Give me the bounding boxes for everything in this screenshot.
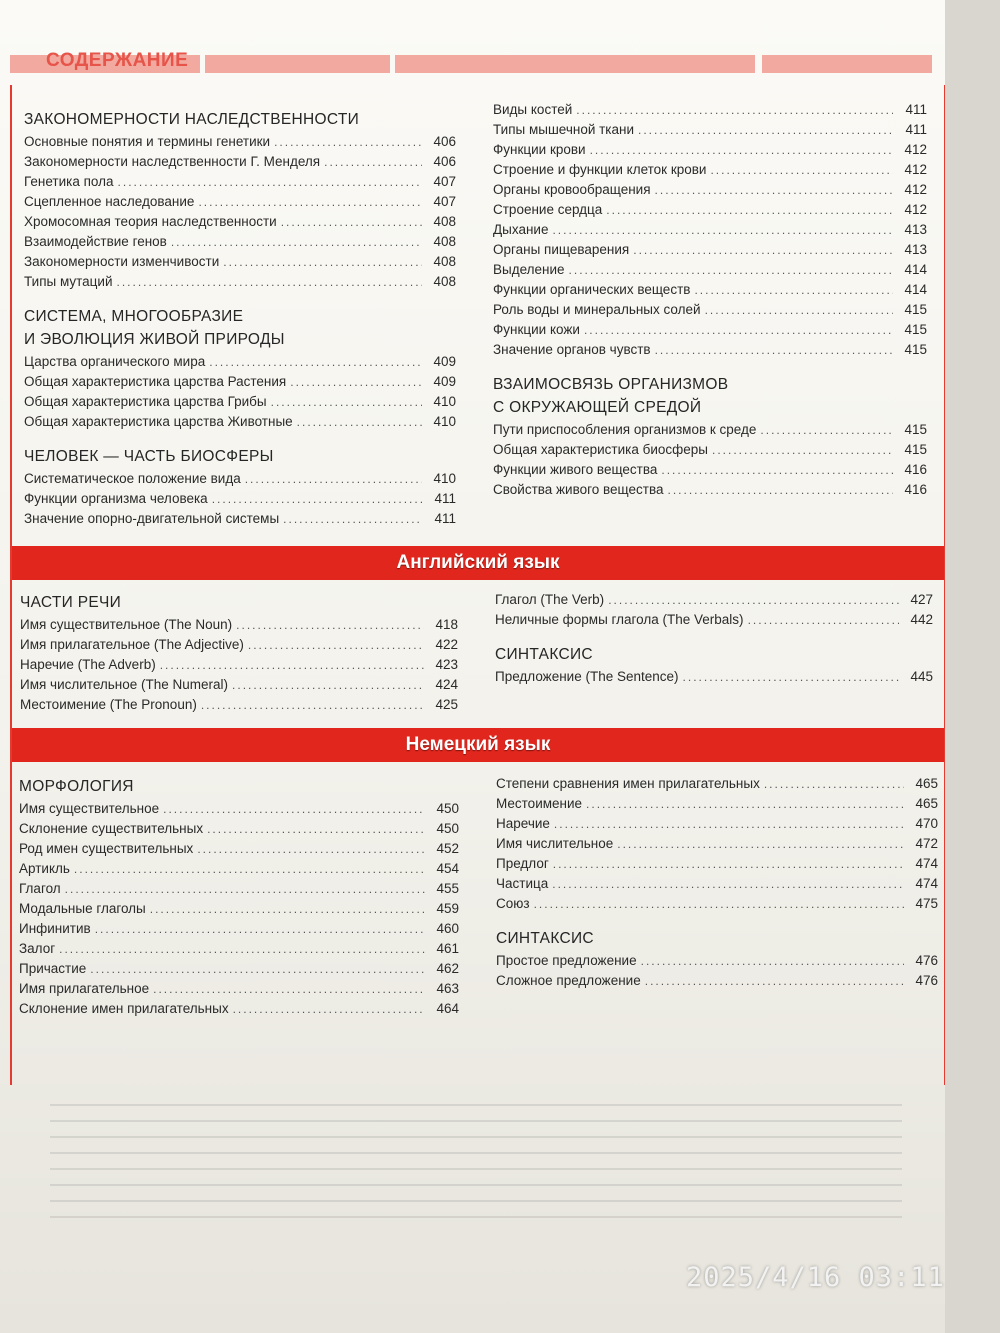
section-heading: ЧЕЛОВЕК — ЧАСТЬ БИОСФЕРЫ bbox=[24, 448, 274, 465]
toc-entry bbox=[24, 352, 456, 372]
section-gap bbox=[24, 432, 456, 446]
dot-leader bbox=[198, 192, 422, 212]
dot-leader bbox=[197, 839, 425, 859]
dot-leader bbox=[694, 280, 893, 300]
toc-entry-page: 408 bbox=[433, 214, 456, 229]
toc-entry-page: 415 bbox=[904, 322, 927, 337]
dot-leader bbox=[232, 675, 424, 695]
section-gap bbox=[495, 630, 933, 644]
dot-leader bbox=[248, 635, 424, 655]
toc-entry-title: Общая характеристика царства Растения bbox=[24, 374, 287, 389]
toc-entry bbox=[496, 894, 938, 914]
toc-entry-title: Модальные глаголы bbox=[19, 901, 146, 916]
toc-entry-page: 427 bbox=[910, 592, 933, 607]
toc-entry-title: Общая характеристика царства Грибы bbox=[24, 394, 267, 409]
section-heading: ВЗАИМОСВЯЗЬ ОРГАНИЗМОВ bbox=[493, 376, 729, 393]
toc-entry-title: Значение опорно-двигательной системы bbox=[24, 511, 280, 526]
dot-leader bbox=[281, 212, 422, 232]
toc-entry-title: Род имен существительных bbox=[19, 841, 194, 856]
toc-entry-page: 425 bbox=[435, 697, 458, 712]
toc-entry-page: 410 bbox=[433, 471, 456, 486]
toc-entry-title: Степени сравнения имен прилагательных bbox=[496, 776, 760, 791]
toc-entry-title: Наречие bbox=[496, 816, 550, 831]
dot-leader bbox=[150, 899, 425, 919]
toc-entry bbox=[24, 152, 456, 172]
section-gap bbox=[496, 914, 938, 928]
toc-entry-page: 455 bbox=[436, 881, 459, 896]
toc-entry-title: Имя прилагательное bbox=[19, 981, 150, 996]
toc-entry-title: Функции органических веществ bbox=[493, 282, 691, 297]
toc-entry bbox=[24, 372, 456, 392]
biology-right-column bbox=[493, 100, 927, 500]
toc-entry-title: Имя числительное bbox=[496, 836, 614, 851]
bleed-through-text bbox=[10, 1090, 942, 1333]
toc-entry-title: Функции крови bbox=[493, 142, 586, 157]
toc-entry bbox=[19, 879, 459, 899]
toc-entry-title: Общая характеристика биосферы bbox=[493, 442, 708, 457]
toc-entry bbox=[496, 971, 938, 991]
toc-entry bbox=[19, 939, 459, 959]
toc-entry-page: 412 bbox=[904, 202, 927, 217]
toc-entry-title: Типы мутаций bbox=[24, 274, 113, 289]
dot-leader bbox=[661, 460, 893, 480]
dot-leader bbox=[160, 655, 424, 675]
toc-entry bbox=[24, 192, 456, 212]
toc-entry bbox=[495, 667, 933, 687]
dot-leader bbox=[712, 440, 893, 460]
dot-leader bbox=[554, 814, 904, 834]
section-heading: СИНТАКСИС bbox=[496, 930, 594, 947]
german-left-column bbox=[19, 776, 459, 1019]
toc-entry-page: 464 bbox=[436, 1001, 459, 1016]
english-right-column bbox=[495, 590, 933, 687]
dot-leader bbox=[207, 819, 425, 839]
dot-leader bbox=[641, 951, 904, 971]
dot-leader bbox=[65, 879, 425, 899]
dot-leader bbox=[710, 160, 893, 180]
dot-leader bbox=[667, 480, 893, 500]
toc-entry-page: 465 bbox=[915, 776, 938, 791]
toc-entry-title: Систематическое положение вида bbox=[24, 471, 241, 486]
dot-leader bbox=[245, 469, 422, 489]
toc-entry bbox=[496, 774, 938, 794]
dot-leader bbox=[760, 420, 893, 440]
toc-entry-title: Роль воды и минеральных солей bbox=[493, 302, 701, 317]
dot-leader bbox=[655, 340, 893, 360]
toc-entry bbox=[19, 799, 459, 819]
toc-entry bbox=[493, 240, 927, 260]
dot-leader bbox=[764, 774, 904, 794]
toc-entry-page: 415 bbox=[904, 442, 927, 457]
toc-entry bbox=[24, 412, 456, 432]
toc-entry-title: Предлог bbox=[496, 856, 549, 871]
toc-entry-page: 412 bbox=[904, 162, 927, 177]
photo-timestamp: 2025/4/16 03:11 bbox=[686, 1262, 945, 1293]
toc-entry-title: Имя существительное (The Noun) bbox=[20, 617, 233, 632]
toc-entry-page: 407 bbox=[433, 194, 456, 209]
toc-entry-page: 476 bbox=[915, 953, 938, 968]
toc-entry bbox=[493, 460, 927, 480]
dot-leader bbox=[617, 834, 904, 854]
toc-entry-page: 465 bbox=[915, 796, 938, 811]
toc-entry bbox=[24, 469, 456, 489]
toc-entry-title: Взаимодействие генов bbox=[24, 234, 167, 249]
dot-leader bbox=[59, 939, 425, 959]
toc-entry-page: 424 bbox=[435, 677, 458, 692]
toc-entry-title: Строение сердца bbox=[493, 202, 603, 217]
section-heading: ЗАКОНОМЕРНОСТИ НАСЛЕДСТВЕННОСТИ bbox=[24, 111, 360, 128]
toc-entry-page: 413 bbox=[904, 222, 927, 237]
toc-entry-title: Имя существительное bbox=[19, 801, 160, 816]
toc-entry-page: 406 bbox=[433, 154, 456, 169]
toc-entry-title: Типы мышечной ткани bbox=[493, 122, 635, 137]
toc-entry-title: Имя прилагательное (The Adjective) bbox=[20, 637, 244, 652]
dot-leader bbox=[171, 232, 422, 252]
toc-entry-page: 414 bbox=[904, 262, 927, 277]
toc-entry-page: 462 bbox=[436, 961, 459, 976]
dot-leader bbox=[290, 372, 422, 392]
dot-leader bbox=[576, 100, 893, 120]
toc-entry-title: Значение органов чувств bbox=[493, 342, 651, 357]
section-heading: И ЭВОЛЮЦИЯ ЖИВОЙ ПРИРОДЫ bbox=[24, 331, 285, 348]
toc-entry bbox=[19, 959, 459, 979]
toc-entry-title: Пути приспособления организмов к среде bbox=[493, 422, 757, 437]
toc-entry bbox=[20, 675, 458, 695]
toc-entry-page: 410 bbox=[433, 414, 456, 429]
toc-entry bbox=[493, 200, 927, 220]
toc-entry-title: Артикль bbox=[19, 861, 70, 876]
toc-entry-page: 409 bbox=[433, 374, 456, 389]
toc-entry bbox=[24, 132, 456, 152]
toc-entry-page: 413 bbox=[904, 242, 927, 257]
toc-entry bbox=[24, 232, 456, 252]
toc-entry-page: 411 bbox=[434, 491, 456, 506]
toc-entry-page: 416 bbox=[904, 462, 927, 477]
toc-entry bbox=[496, 951, 938, 971]
toc-entry-title: Закономерности наследственности Г. Менделя bbox=[24, 154, 321, 169]
toc-entry-page: 415 bbox=[904, 302, 927, 317]
english-left-column bbox=[20, 592, 458, 715]
dot-leader bbox=[74, 859, 425, 879]
toc-entry-page: 422 bbox=[435, 637, 458, 652]
toc-entry-page: 450 bbox=[436, 801, 459, 816]
toc-entry-page: 418 bbox=[435, 617, 458, 632]
toc-entry-title: Склонение существительных bbox=[19, 821, 204, 836]
dot-leader bbox=[705, 300, 893, 320]
page-title: СОДЕРЖАНИЕ bbox=[46, 50, 189, 71]
toc-entry bbox=[19, 919, 459, 939]
toc-entry-page: 475 bbox=[915, 896, 938, 911]
toc-entry bbox=[493, 120, 927, 140]
toc-entry bbox=[493, 140, 927, 160]
toc-entry-page: 472 bbox=[915, 836, 938, 851]
toc-entry-title: Выделение bbox=[493, 262, 565, 277]
dot-leader bbox=[569, 260, 893, 280]
toc-entry bbox=[24, 212, 456, 232]
toc-entry bbox=[496, 834, 938, 854]
toc-entry-title: Глагол (The Verb) bbox=[495, 592, 605, 607]
toc-entry-title: Функции организма человека bbox=[24, 491, 208, 506]
toc-entry-title: Органы пищеварения bbox=[493, 242, 630, 257]
toc-entry-page: 408 bbox=[433, 274, 456, 289]
dot-leader bbox=[95, 919, 425, 939]
toc-entry-title: Инфинитив bbox=[19, 921, 91, 936]
toc-entry bbox=[493, 160, 927, 180]
toc-entry-page: 408 bbox=[433, 234, 456, 249]
toc-entry-title: Дыхание bbox=[493, 222, 549, 237]
toc-entry-title: Местоимение bbox=[496, 796, 583, 811]
dot-leader bbox=[586, 794, 904, 814]
dot-leader bbox=[153, 979, 425, 999]
toc-entry-title: Местоимение (The Pronoun) bbox=[20, 697, 197, 712]
dot-leader bbox=[283, 509, 422, 529]
toc-entry-page: 411 bbox=[434, 511, 456, 526]
section-gap bbox=[493, 360, 927, 374]
toc-entry-title: Частица bbox=[496, 876, 549, 891]
toc-entry-title: Закономерности изменчивости bbox=[24, 254, 220, 269]
toc-entry bbox=[493, 320, 927, 340]
toc-entry-title: Склонение имен прилагательных bbox=[19, 1001, 229, 1016]
dot-leader bbox=[552, 874, 904, 894]
toc-entry bbox=[19, 899, 459, 919]
toc-entry-page: 415 bbox=[904, 422, 927, 437]
section-gap bbox=[24, 292, 456, 306]
toc-entry bbox=[19, 979, 459, 999]
toc-entry-page: 407 bbox=[433, 174, 456, 189]
toc-entry-page: 416 bbox=[904, 482, 927, 497]
toc-entry-title: Залог bbox=[19, 941, 56, 956]
section-heading: С ОКРУЖАЮЩЕЙ СРЕДОЙ bbox=[493, 399, 702, 416]
toc-entry-title: Наречие (The Adverb) bbox=[20, 657, 156, 672]
dot-leader bbox=[274, 132, 422, 152]
toc-entry bbox=[493, 300, 927, 320]
toc-entry-page: 454 bbox=[436, 861, 459, 876]
toc-entry bbox=[493, 440, 927, 460]
toc-entry bbox=[24, 272, 456, 292]
toc-entry bbox=[493, 260, 927, 280]
toc-entry-title: Глагол bbox=[19, 881, 61, 896]
toc-entry-title: Хромосомная теория наследственности bbox=[24, 214, 277, 229]
dot-leader bbox=[552, 220, 893, 240]
toc-entry bbox=[493, 480, 927, 500]
dot-leader bbox=[118, 172, 422, 192]
toc-entry bbox=[24, 509, 456, 529]
dot-leader bbox=[297, 412, 422, 432]
toc-entry bbox=[495, 610, 933, 630]
toc-entry bbox=[20, 695, 458, 715]
toc-entry-title: Сцепленное наследование bbox=[24, 194, 195, 209]
toc-entry-title: Имя числительное (The Numeral) bbox=[20, 677, 229, 692]
toc-entry-page: 411 bbox=[905, 102, 927, 117]
toc-entry-title: Основные понятия и термины генетики bbox=[24, 134, 271, 149]
dot-leader bbox=[608, 590, 899, 610]
dot-leader bbox=[90, 959, 425, 979]
toc-entry bbox=[495, 590, 933, 610]
toc-entry-page: 414 bbox=[904, 282, 927, 297]
toc-entry bbox=[24, 392, 456, 412]
toc-entry bbox=[19, 859, 459, 879]
dot-leader bbox=[117, 272, 423, 292]
toc-entry-title: Неличные формы глагола (The Verbals) bbox=[495, 612, 744, 627]
toc-entry-page: 463 bbox=[436, 981, 459, 996]
toc-entry-page: 442 bbox=[910, 612, 933, 627]
toc-entry bbox=[493, 280, 927, 300]
dot-leader bbox=[223, 252, 422, 272]
toc-entry bbox=[19, 839, 459, 859]
german-right-column bbox=[496, 774, 938, 991]
toc-entry-page: 461 bbox=[436, 941, 459, 956]
toc-entry-page: 476 bbox=[915, 973, 938, 988]
toc-entry-title: Органы кровообращения bbox=[493, 182, 651, 197]
band-german: Немецкий язык bbox=[12, 728, 944, 762]
toc-entry bbox=[493, 180, 927, 200]
toc-entry-title: Причастие bbox=[19, 961, 87, 976]
toc-entry-title: Предложение (The Sentence) bbox=[495, 669, 679, 684]
toc-entry-page: 445 bbox=[910, 669, 933, 684]
toc-entry bbox=[493, 340, 927, 360]
toc-entry-title: Свойства живого вещества bbox=[493, 482, 664, 497]
toc-entry-page: 412 bbox=[904, 182, 927, 197]
dot-leader bbox=[324, 152, 422, 172]
toc-entry bbox=[496, 794, 938, 814]
toc-entry bbox=[20, 615, 458, 635]
biology-left-column bbox=[24, 109, 456, 529]
toc-entry-page: 474 bbox=[915, 856, 938, 871]
toc-entry bbox=[496, 854, 938, 874]
toc-entry-title: Функции кожи bbox=[493, 322, 580, 337]
toc-entry bbox=[24, 172, 456, 192]
toc-entry-page: 460 bbox=[436, 921, 459, 936]
dot-leader bbox=[590, 140, 893, 160]
toc-entry bbox=[19, 819, 459, 839]
dot-leader bbox=[233, 999, 425, 1019]
toc-entry-page: 423 bbox=[435, 657, 458, 672]
toc-entry-page: 408 bbox=[433, 254, 456, 269]
toc-entry bbox=[496, 874, 938, 894]
dot-leader bbox=[271, 392, 422, 412]
toc-entry-page: 459 bbox=[436, 901, 459, 916]
toc-entry-page: 410 bbox=[433, 394, 456, 409]
toc-entry-page: 409 bbox=[433, 354, 456, 369]
dot-leader bbox=[163, 799, 425, 819]
dot-leader bbox=[236, 615, 424, 635]
toc-entry-page: 470 bbox=[915, 816, 938, 831]
toc-entry bbox=[24, 252, 456, 272]
toc-entry-title: Виды костей bbox=[493, 102, 573, 117]
toc-entry-page: 412 bbox=[904, 142, 927, 157]
dot-leader bbox=[584, 320, 893, 340]
toc-entry-title: Генетика пола bbox=[24, 174, 114, 189]
toc-entry-title: Простое предложение bbox=[496, 953, 637, 968]
toc-entry-title: Общая характеристика царства Животные bbox=[24, 414, 293, 429]
dot-leader bbox=[655, 180, 893, 200]
toc-entry-title: Союз bbox=[496, 896, 530, 911]
toc-entry bbox=[19, 999, 459, 1019]
section-heading: СИСТЕМА, МНОГООБРАЗИЕ bbox=[24, 308, 244, 325]
toc-entry-page: 415 bbox=[904, 342, 927, 357]
toc-entry-page: 452 bbox=[436, 841, 459, 856]
dot-leader bbox=[553, 854, 904, 874]
dot-leader bbox=[633, 240, 893, 260]
toc-entry bbox=[24, 489, 456, 509]
toc-entry-page: 450 bbox=[436, 821, 459, 836]
band-english: Английский язык bbox=[12, 546, 944, 580]
dot-leader bbox=[212, 489, 422, 509]
dot-leader bbox=[209, 352, 422, 372]
toc-entry-title: Строение и функции клеток крови bbox=[493, 162, 707, 177]
dot-leader bbox=[606, 200, 893, 220]
toc-entry bbox=[496, 814, 938, 834]
section-heading: ЧАСТИ РЕЧИ bbox=[20, 594, 122, 611]
dot-leader bbox=[201, 695, 424, 715]
toc-entry-page: 474 bbox=[915, 876, 938, 891]
section-heading: СИНТАКСИС bbox=[495, 646, 593, 663]
toc-entry bbox=[493, 220, 927, 240]
toc-entry-title: Царства органического мира bbox=[24, 354, 206, 369]
toc-entry-page: 411 bbox=[905, 122, 927, 137]
toc-entry-title: Функции живого вещества bbox=[493, 462, 658, 477]
dot-leader bbox=[638, 120, 893, 140]
toc-entry bbox=[20, 635, 458, 655]
toc-entry-page: 406 bbox=[433, 134, 456, 149]
toc-entry-title: Сложное предложение bbox=[496, 973, 641, 988]
dot-leader bbox=[534, 894, 904, 914]
toc-entry bbox=[493, 420, 927, 440]
dot-leader bbox=[683, 667, 899, 687]
dot-leader bbox=[748, 610, 899, 630]
toc-entry bbox=[493, 100, 927, 120]
dot-leader bbox=[645, 971, 904, 991]
toc-entry bbox=[20, 655, 458, 675]
section-heading: МОРФОЛОГИЯ bbox=[19, 778, 134, 795]
